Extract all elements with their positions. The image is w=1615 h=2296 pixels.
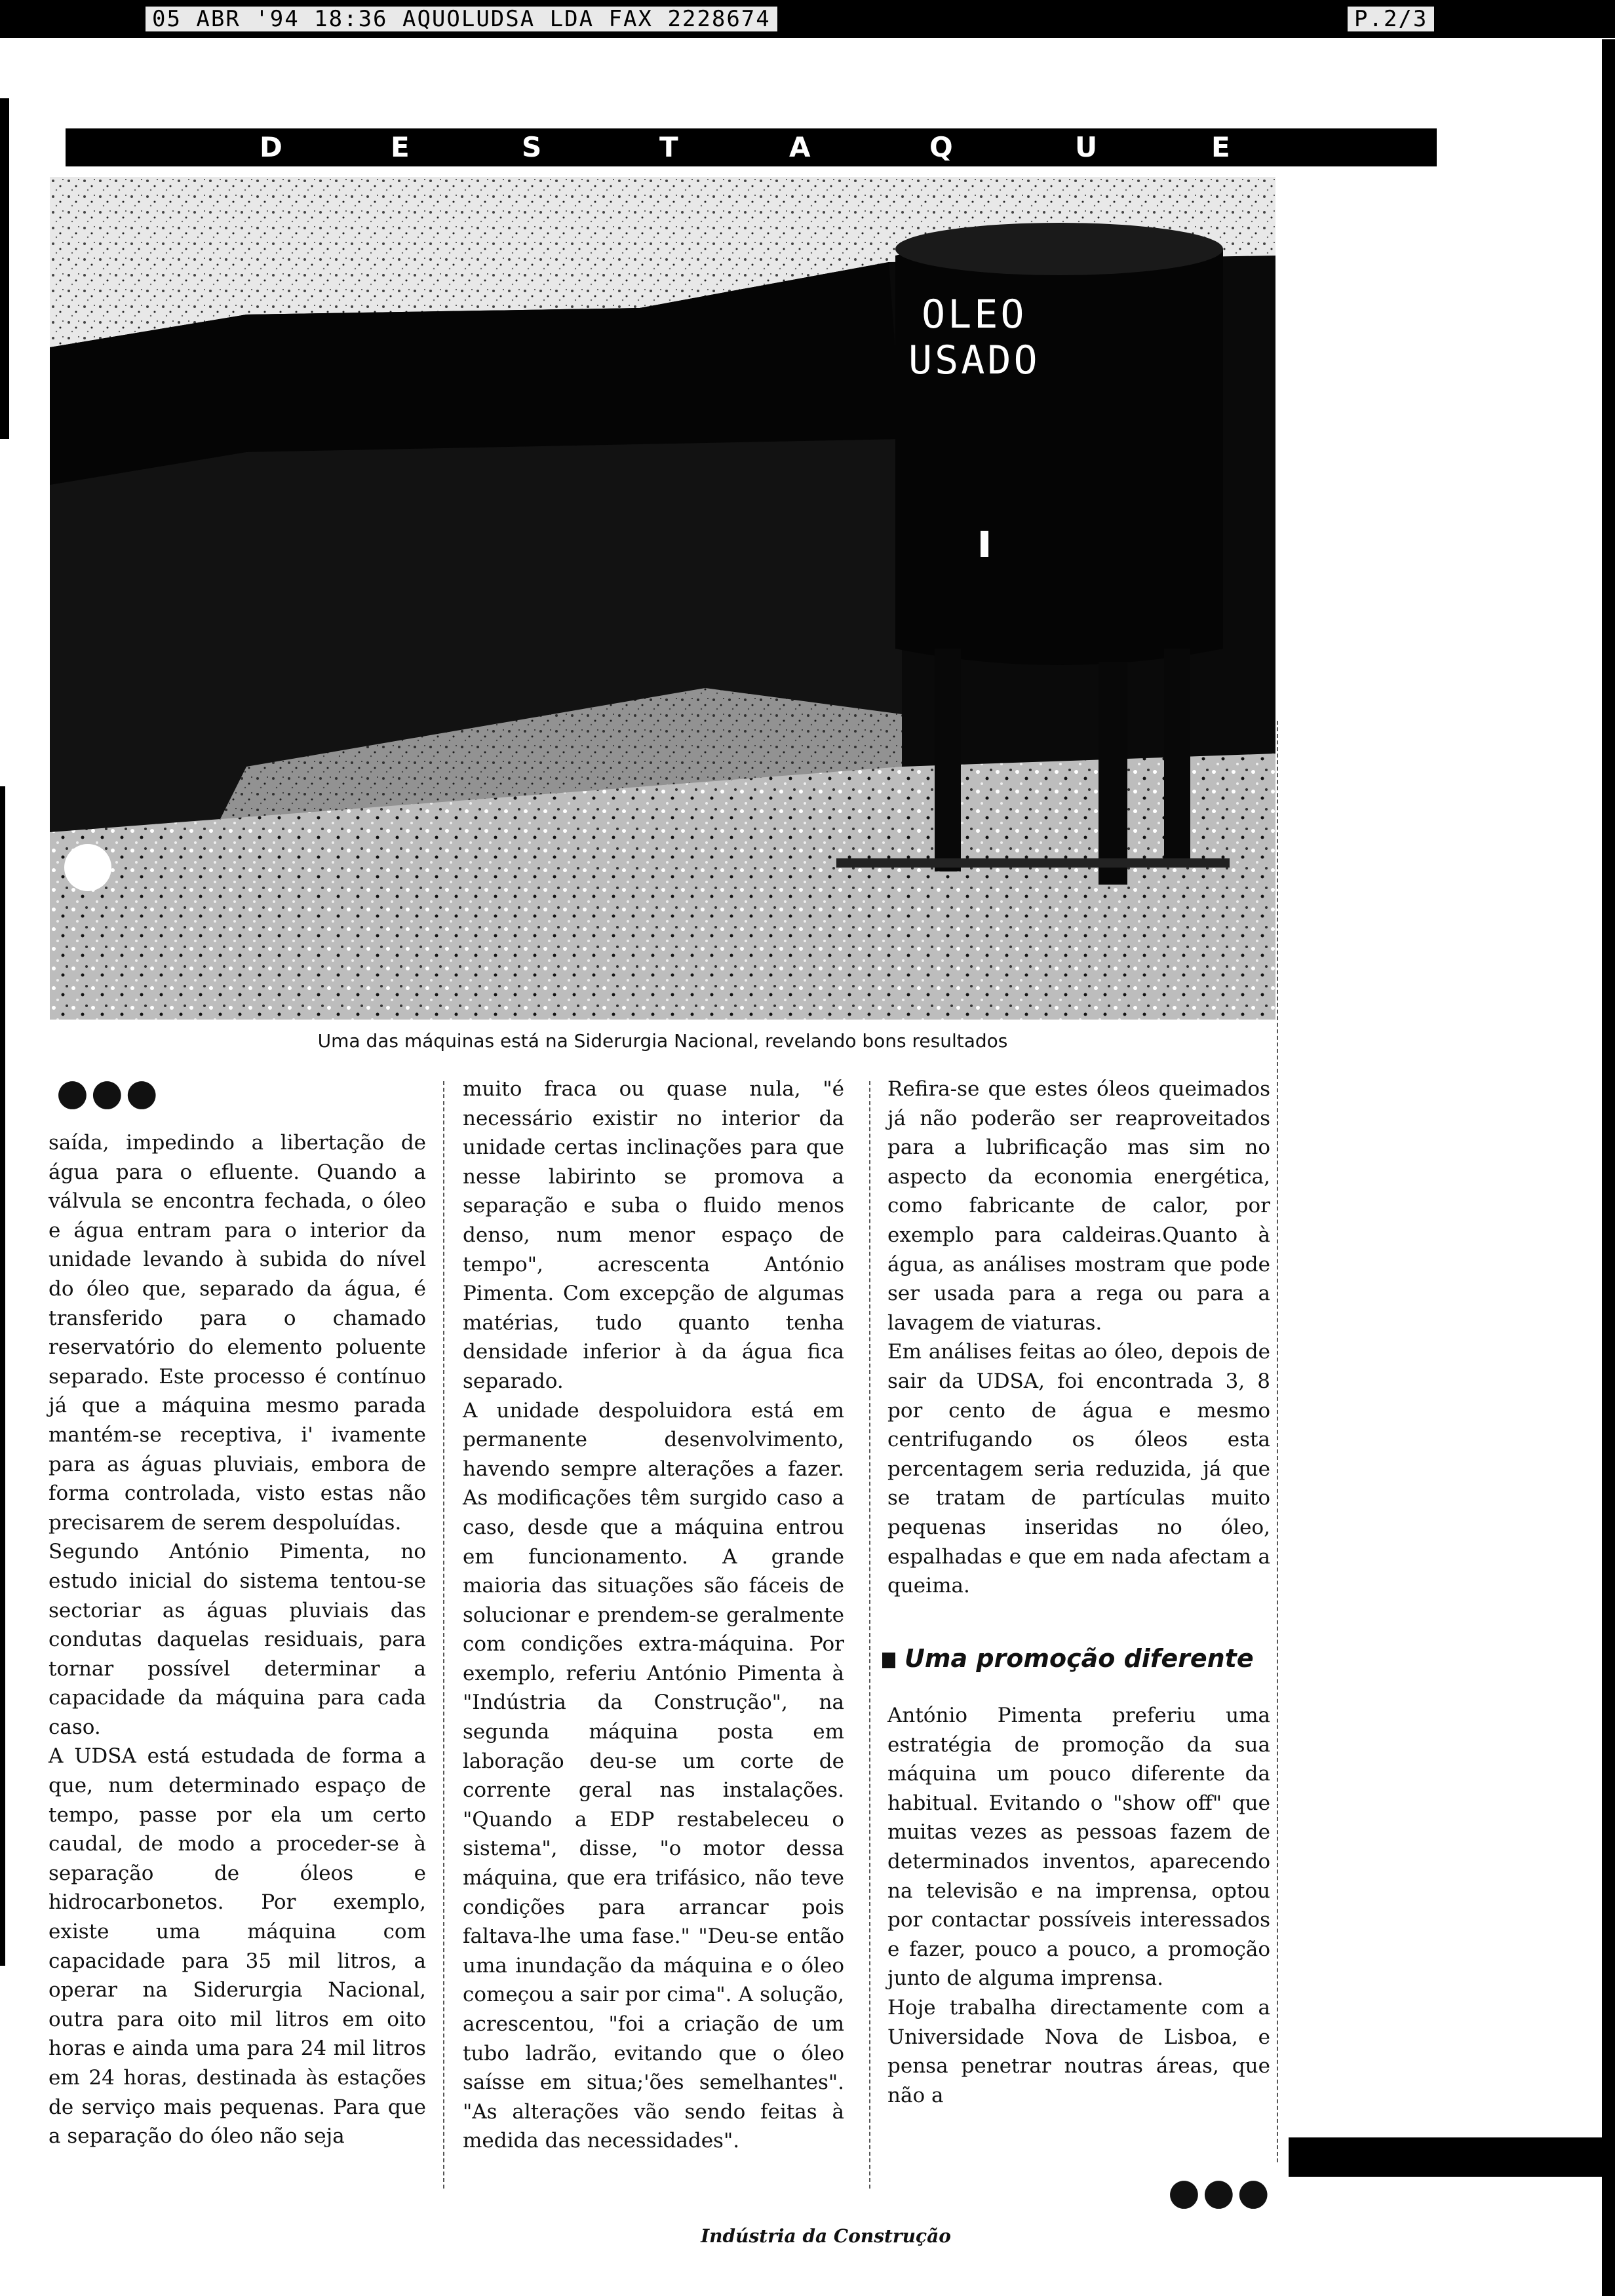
paragraph: Em análises feitas ao óleo, depois de sair da UDSA, foi encontrada 3, 8 por cento de água e mesmo centrifugando os óleos esta percentagem seria reduzida, já que se tratam de partículas muito pequenas inseridas no óleo, espalhadas e que em nada afectam a queima. xyxy=(887,1340,1270,1598)
body-column-3b xyxy=(887,1701,1270,2110)
subheading xyxy=(882,1643,1275,1674)
subheading-text: Uma promoção diferente xyxy=(905,1644,1254,1673)
body-column-1 xyxy=(49,1128,426,2151)
left-edge-mark xyxy=(0,98,9,439)
publication-footer: Indústria da Construção xyxy=(701,2225,951,2247)
paragraph: saída, impedindo a libertação de água para o efluente. Quando a válvula se encontra fechada, o óleo e água entram para o interior da unidade levando à subida do nível do óleo que, separado da água, é transferido para o chamado reservatório do elemento poluente separado. Este processo é contínuo já que a máquina mesmo parada mantém-se receptiva, i' ivamente para as águas pluviais, embora de forma controlada, visto estas não precisarem de serem despoluídas. xyxy=(49,1131,426,1535)
tank-label-line2: USADO xyxy=(908,337,1040,383)
section-title-band xyxy=(66,128,1437,166)
column-rule xyxy=(1277,721,1278,2162)
paragraph: Hoje trabalha directamente com a Universidade Nova de Lisboa, e pensa penetrar noutras áreas, que não a xyxy=(887,1995,1270,2107)
fax-page-number: P.2/3 xyxy=(1348,7,1434,31)
section-letter: U xyxy=(1075,131,1098,163)
section-letter: E xyxy=(391,131,410,163)
tank-label-line1: OLEO xyxy=(922,292,1027,337)
section-letter: Q xyxy=(929,131,953,163)
paragraph: Segundo António Pimenta, no estudo inicial do sistema tentou-se sectoriar as águas pluviais das condutas daquelas residuais, para tornar possível determinar a capacidade da máquina para cada caso. xyxy=(49,1540,426,1739)
end-ornament: ●●● xyxy=(1168,2171,1272,2213)
paragraph: António Pimenta preferiu uma estratégia de promoção da sua máquina um pouco diferente da habitual. Evitando o "show off" que muitas vezes as pessoas fazem de determinados inventos, aparecendo na televisão e na imprensa, optou por contactar possíveis interessados e fazer, pouco a pouco, a promoção junto de alguma imprensa. xyxy=(887,1704,1270,1991)
photo-caption: Uma das máquinas está na Siderurgia Nacional, revelando bons resultados xyxy=(317,1030,1008,1052)
section-letter: E xyxy=(1211,131,1230,163)
paragraph: A unidade despoluidora está em permanente desenvolvimento, havendo sempre alterações a fazer. As modificações têm surgido caso a caso, desde que a máquina entrou em funcionamento. A grande maioria das situações são fáceis de solucionar e prendem-se geralmente com condições extra-máquina. Por exemplo, referiu António Pimenta à "Indústria da Construção", na segunda máquina posta em laboração deu-se um corte de corrente geral nas instalações. "Quando a EDP restabeleceu o sistema", disse, "o motor dessa máquina, que era trifásico, não teve condições para arrancar pois faltava-lhe uma fase." "Deu-se então uma inundação da máquina e o óleo começou a sair por cima". A solução, acrescentou, "foi a criação de um tubo ladrão, evitando que o óleo saísse em situa;'ões semelhantes". "As alterações vão sendo feitas à medida das necessidades". xyxy=(463,1398,844,2153)
article-ornament: ●●● xyxy=(56,1071,161,1114)
section-letter: A xyxy=(789,131,811,163)
section-letter: T xyxy=(659,131,678,163)
right-edge-mark xyxy=(1602,39,1615,2296)
column-rule xyxy=(869,1081,870,2189)
left-edge-mark-lower xyxy=(0,786,5,1966)
section-letter: S xyxy=(522,131,542,163)
paragraph: A UDSA está estudada de forma a que, num determinado espaço de tempo, passe por ela um certo caudal, de modo a proceder-se à separação de óleos e hidrocarbonetos. Por exemplo, existe uma máquina com capacidade para 35 mil litros, a operar na Siderurgia Nacional, outra para oito mil litros em oito horas e ainda uma para 24 mil litros em 24 horas, destinada às estações de serviço mais pequenas. Para que a separação do óleo não seja xyxy=(49,1744,426,2149)
section-letter: D xyxy=(260,131,282,163)
paragraph: Refira-se que estes óleos queimados já não poderão ser reaproveitados para a lubrificação mas sim no aspecto da economia energética, como fabricante de calor, por exemplo para caldeiras.Quanto à água, as análises mostram que pode ser usada para a rega ou para a lavagem de viaturas. xyxy=(887,1077,1270,1335)
body-column-3 xyxy=(887,1075,1270,1601)
article-photo xyxy=(50,177,1275,1020)
right-bottom-block xyxy=(1289,2137,1602,2177)
square-bullet-icon xyxy=(882,1653,895,1668)
body-column-2 xyxy=(463,1075,844,2156)
column-rule xyxy=(443,1081,444,2189)
fax-header-text: 05 ABR '94 18:36 AQUOLUDSA LDA FAX 2228674 xyxy=(146,7,777,31)
paragraph: muito fraca ou quase nula, "é necessário existir no interior da unidade certas inclinações para que nesse labirinto se promova a separação e suba o fluido menos denso, num menor espaço de tempo", acrescenta António Pimenta. Com excepção de algumas matérias, tudo quanto tenha densidade inferior à da água fica separado. xyxy=(463,1077,844,1393)
